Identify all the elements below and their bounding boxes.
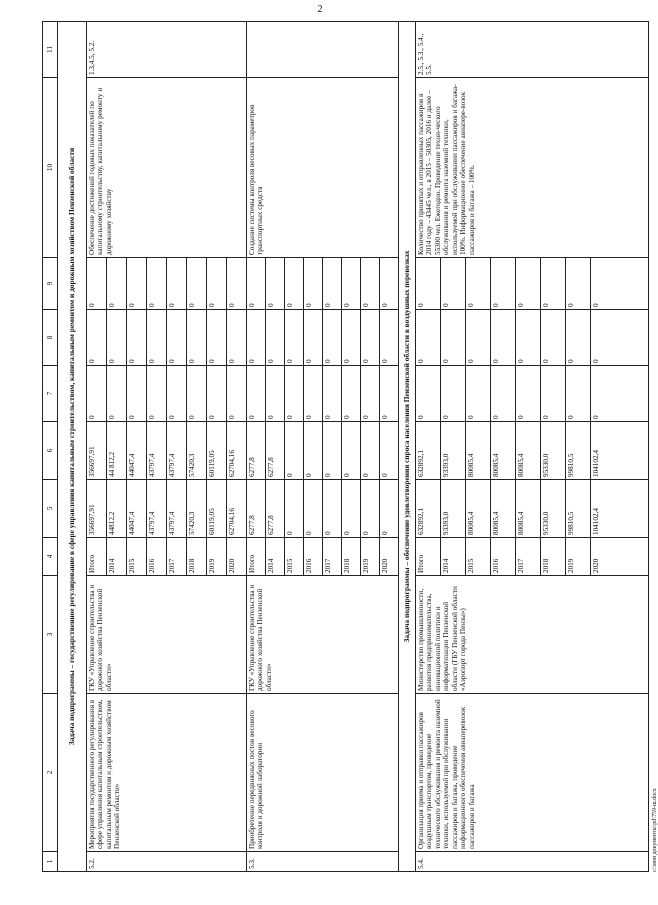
value-cell: 93393,0	[441, 480, 466, 538]
item-name: Мероприятия государственного регулирования в сфере управления капитальным строительством, капитальным ремонтом и дорожным хозяйством Пензенской области»	[87, 694, 247, 852]
year-cell: 2018	[342, 538, 361, 576]
value-cell: 0	[285, 480, 304, 538]
item-executor: Министерство промышленности, развития предпринимательства, инновационной политики и информатизации Пензенской области (ГБУ Пензенской области «Аэропорт города Пензы»)	[416, 576, 649, 694]
value-cell: 0	[342, 422, 361, 480]
footer-path: c:\мои документы\рd\759-ш.docx	[652, 788, 658, 872]
value-cell: 0	[491, 310, 516, 366]
value-cell: 99810,5	[566, 422, 591, 480]
item-refs: 2.5., 5.3., 5.4., 5.5.	[416, 22, 649, 78]
value-cell: 80085,4	[466, 480, 491, 538]
value-cell: 0	[541, 310, 566, 366]
value-cell: 0	[107, 258, 127, 310]
value-cell: 0	[127, 310, 147, 366]
value-cell: 0	[591, 310, 649, 366]
year-cell: 2015	[285, 538, 304, 576]
item-name: Организация приема и отправки пассажиров воздушным транспортом, проведение технического обслуживания и ремонта наземной техники, используемой при обслуживании пассажиров и багажа, проведение информационного обеспечения авиаперевозок пассажиров и багажа	[416, 694, 649, 852]
value-cell: 0	[147, 310, 167, 366]
value-cell: 0	[323, 480, 342, 538]
year-cell: 2017	[516, 538, 541, 576]
value-cell: 0	[127, 258, 147, 310]
value-cell: 62704,16	[227, 480, 247, 538]
value-cell: 0	[207, 310, 227, 366]
value-cell: 0	[516, 366, 541, 422]
value-cell: 80085,4	[491, 422, 516, 480]
section-1-title: Задача подпрограммы – государственное регулирование в сфере управления капитальным строительством, капитальным ремонтом и дорожным хозяйством Пензенской области	[58, 22, 87, 872]
year-cell: 2015	[127, 538, 147, 576]
value-cell: 0	[491, 258, 516, 310]
rotated-table-page	[42, 22, 658, 872]
value-cell: 0	[167, 310, 187, 366]
value-cell: 57420,3	[187, 480, 207, 538]
value-cell: 0	[466, 310, 491, 366]
value-cell: 0	[285, 422, 304, 480]
value-cell: 0	[516, 258, 541, 310]
value-cell: 0	[323, 422, 342, 480]
year-cell: 2017	[323, 538, 342, 576]
value-cell: 0	[566, 366, 591, 422]
value-cell: 0	[566, 258, 591, 310]
value-cell: 0	[304, 310, 323, 366]
value-cell: 44812,2	[107, 480, 127, 538]
value-cell: 80085,4	[466, 422, 491, 480]
value-cell: 0	[187, 258, 207, 310]
value-cell: 0	[380, 310, 399, 366]
value-cell: 0	[342, 310, 361, 366]
section-row-2	[399, 22, 416, 872]
year-cell: Итого	[416, 538, 441, 576]
value-cell: 0	[285, 310, 304, 366]
value-cell: 0	[187, 310, 207, 366]
item-result: Количество принятых и отправленных пассажиров в 2014 году – 43445 чел., в 2015 – 50305, 2016 и далее – 55300 чел. Ежегодно. Проведение техни-ческого обслуживания и ремонта наземной техники, используемой при обслуживании пассажиров и багажа- 100%. Информационное обеспечение авиапере-возок пассажиров и багажа – 100%.	[416, 78, 649, 258]
value-cell: 0	[361, 366, 380, 422]
value-cell: 60119,05	[207, 480, 227, 538]
item-executor: ГКУ «Управление строительства и дорожного хозяйства Пензенской области»	[247, 576, 399, 694]
item-5-3-block	[247, 22, 399, 872]
value-cell: 0	[342, 366, 361, 422]
value-cell: 632892,1	[416, 480, 441, 538]
value-cell: 0	[342, 258, 361, 310]
section-2-title: Задача подпрограммы – обеспечение удовлетворения спроса населения Пензенской области в воздушных перевозках	[399, 22, 416, 872]
value-cell: 95330,0	[541, 422, 566, 480]
col-5: 5	[43, 480, 58, 538]
value-cell: 44 812,2	[107, 422, 127, 480]
value-cell: 0	[247, 310, 266, 366]
value-cell: 0	[466, 258, 491, 310]
value-cell: 0	[591, 366, 649, 422]
value-cell: 0	[227, 258, 247, 310]
year-cell: 2014	[107, 538, 127, 576]
value-cell: 0	[147, 258, 167, 310]
value-cell: 0	[207, 258, 227, 310]
col-11: 11	[43, 22, 58, 78]
value-cell: 43797,4	[147, 480, 167, 538]
col-4: 4	[43, 538, 58, 576]
value-cell: 0	[107, 310, 127, 366]
value-cell: 99810,5	[566, 480, 591, 538]
value-cell: 44047,4	[127, 422, 147, 480]
value-cell: 356697,91	[87, 480, 107, 538]
item-5-2-block	[87, 22, 247, 872]
value-cell: 632892,1	[416, 422, 441, 480]
value-cell: 0	[441, 258, 466, 310]
value-cell: 0	[380, 422, 399, 480]
item-result: Создание системы контроля весовых параметров транспортных средств	[247, 78, 399, 258]
value-cell: 0	[227, 310, 247, 366]
value-cell: 0	[167, 258, 187, 310]
value-cell: 0	[167, 366, 187, 422]
col-2: 2	[43, 694, 58, 852]
value-cell: 0	[541, 258, 566, 310]
value-cell: 0	[127, 366, 147, 422]
value-cell: 0	[541, 366, 566, 422]
value-cell: 6277,8	[266, 480, 285, 538]
col-7: 7	[43, 366, 58, 422]
year-cell: 2018	[187, 538, 207, 576]
year-cell: 2020	[227, 538, 247, 576]
year-cell: 2016	[304, 538, 323, 576]
table-row	[247, 22, 266, 872]
value-cell: 104102,4	[591, 480, 649, 538]
col-10: 10	[43, 78, 58, 258]
value-cell: 0	[416, 366, 441, 422]
value-cell: 0	[247, 366, 266, 422]
value-cell: 0	[285, 366, 304, 422]
year-cell: 2014	[266, 538, 285, 576]
item-refs: 1.3,4.5, 5.2.	[87, 22, 247, 78]
value-cell: 0	[187, 366, 207, 422]
value-cell: 0	[304, 366, 323, 422]
value-cell: 0	[361, 310, 380, 366]
value-cell: 0	[323, 258, 342, 310]
year-cell: 2017	[167, 538, 187, 576]
item-number: 5.4.	[416, 852, 649, 872]
value-cell: 43797,4	[167, 422, 187, 480]
item-5-4-block	[416, 22, 649, 872]
value-cell: 43797,4	[147, 422, 167, 480]
section-row-1	[58, 22, 87, 872]
value-cell: 0	[380, 480, 399, 538]
value-cell: 0	[361, 480, 380, 538]
value-cell: 0	[147, 366, 167, 422]
value-cell: 0	[285, 258, 304, 310]
value-cell: 0	[416, 258, 441, 310]
table-row	[416, 22, 441, 872]
value-cell: 6277,8	[247, 480, 266, 538]
value-cell: 356697,91	[87, 422, 107, 480]
value-cell: 57420,3	[187, 422, 207, 480]
value-cell: 0	[516, 310, 541, 366]
col-6: 6	[43, 422, 58, 480]
value-cell: 93393,0	[441, 422, 466, 480]
value-cell: 95330,0	[541, 480, 566, 538]
year-cell: 2019	[566, 538, 591, 576]
year-cell: 2016	[491, 538, 516, 576]
item-executor: ГКУ «Управление строительства и дорожного хозяйства Пензенской области»	[87, 576, 247, 694]
value-cell: 0	[247, 258, 266, 310]
page-number	[0, 0, 640, 20]
value-cell: 6277,8	[266, 422, 285, 480]
value-cell: 0	[323, 366, 342, 422]
year-cell: 2019	[207, 538, 227, 576]
program-table	[42, 21, 649, 872]
value-cell: 0	[361, 258, 380, 310]
value-cell: 0	[566, 310, 591, 366]
value-cell: 0	[266, 366, 285, 422]
value-cell: 0	[380, 366, 399, 422]
col-3: 3	[43, 576, 58, 694]
column-number-row	[43, 22, 58, 872]
year-cell: 2016	[147, 538, 167, 576]
value-cell: 80085,4	[516, 422, 541, 480]
col-1: 1	[43, 852, 58, 872]
year-cell: Итого	[247, 538, 266, 576]
year-cell: 2020	[591, 538, 649, 576]
value-cell: 60119,05	[207, 422, 227, 480]
value-cell: 0	[87, 366, 107, 422]
value-cell: 44047,4	[127, 480, 147, 538]
year-cell: 2020	[380, 538, 399, 576]
year-cell: Итого	[87, 538, 107, 576]
year-cell: 2018	[541, 538, 566, 576]
value-cell: 43797,4	[167, 480, 187, 538]
value-cell: 0	[441, 310, 466, 366]
value-cell: 0	[342, 480, 361, 538]
value-cell: 0	[323, 310, 342, 366]
table-row	[87, 22, 107, 872]
year-cell: 2014	[441, 538, 466, 576]
year-cell: 2019	[361, 538, 380, 576]
value-cell: 0	[207, 366, 227, 422]
value-cell: 6277,8	[247, 422, 266, 480]
value-cell: 0	[591, 258, 649, 310]
col-8: 8	[43, 310, 58, 366]
item-number: 5.3.	[247, 852, 399, 872]
value-cell: 0	[87, 258, 107, 310]
value-cell: 0	[416, 310, 441, 366]
item-name: Приобретение передвижных постов весового контроля и дорожной лаборатории	[247, 694, 399, 852]
year-cell: 2015	[466, 538, 491, 576]
value-cell: 0	[266, 258, 285, 310]
value-cell: 0	[491, 366, 516, 422]
value-cell: 0	[304, 422, 323, 480]
value-cell: 0	[107, 366, 127, 422]
value-cell: 0	[441, 366, 466, 422]
item-number: 5.2.	[87, 852, 247, 872]
value-cell: 0	[380, 258, 399, 310]
value-cell: 80085,4	[516, 480, 541, 538]
value-cell: 80085,4	[491, 480, 516, 538]
value-cell: 0	[466, 366, 491, 422]
item-refs	[247, 22, 399, 78]
value-cell: 0	[87, 310, 107, 366]
value-cell: 0	[304, 258, 323, 310]
value-cell: 0	[266, 310, 285, 366]
value-cell: 0	[227, 366, 247, 422]
value-cell: 0	[304, 480, 323, 538]
value-cell: 62704,16	[227, 422, 247, 480]
value-cell: 0	[361, 422, 380, 480]
page-number-text: 2	[317, 4, 323, 15]
item-result: Обеспечение достижений годовых показателей по капитальному строительству, капитальному ремонту и дорожному хозяйству	[87, 78, 247, 258]
col-9: 9	[43, 258, 58, 310]
value-cell: 104102,4	[591, 422, 649, 480]
